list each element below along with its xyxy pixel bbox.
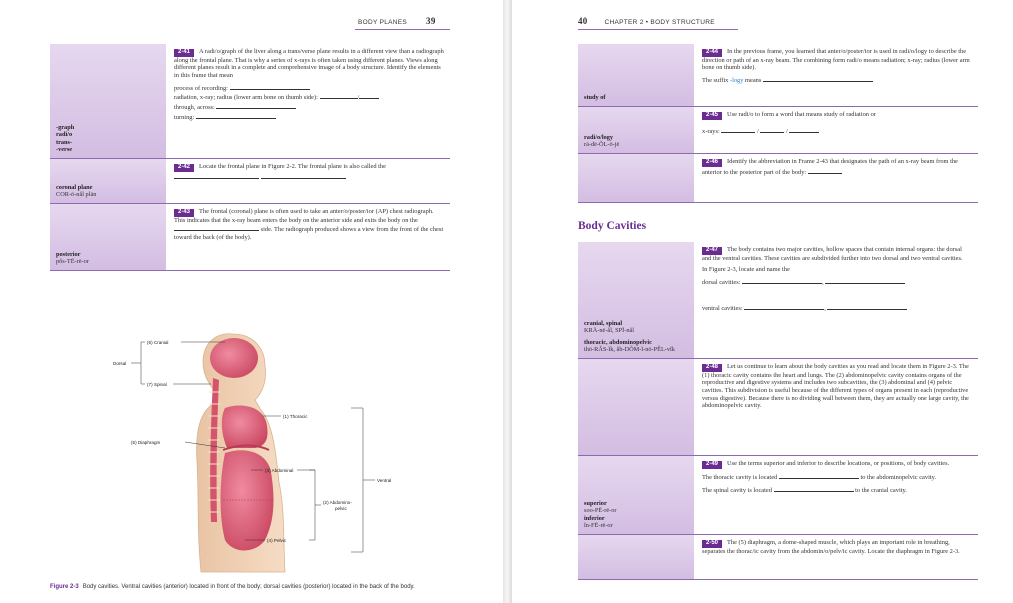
frame-text: 2-49 Use the terms superior and inferior to describe locations, or positions, of body cavities. The thoracic cavity is located to the abdominopelvic cavity. The spinal cavity is located to the cranial cavity.: [702, 460, 950, 495]
answer-blank[interactable]: [216, 102, 296, 109]
answer-column: [578, 535, 694, 579]
frame-2-47: [578, 242, 978, 359]
label-thoracic: (1) Thoracic: [283, 414, 308, 419]
frames-left: [50, 44, 450, 271]
frame-2-43: [50, 204, 450, 271]
frame-text: 2-42 Locate the frontal plane in Figure 2-2. The frontal plane is also called the: [166, 159, 450, 203]
section-title: Body Cavities: [578, 220, 647, 232]
frame-2-45: [578, 107, 978, 154]
frame-2-49: [578, 456, 978, 535]
answer-blank[interactable]: [196, 112, 276, 119]
label-pelvic: (4) Pelvic: [267, 538, 287, 543]
frame-text: 2-47 The body contains two major cavities, hollow spaces that contain internal organs: the dorsal and the ventral cavities. These cavities are subdivided further into two dorsal and two ventral cavities. In Figure 2-3, locate and name the dorsal cavities: , ventral cavities: ,: [702, 246, 963, 312]
frame-number: 2-42: [174, 164, 194, 172]
running-head-left: BODY PLANES 39: [358, 16, 436, 26]
frame-2-48: [578, 359, 978, 456]
answer-blank[interactable]: [825, 277, 905, 284]
frame-number: 2-48: [702, 364, 722, 372]
answer-blank[interactable]: [174, 224, 259, 231]
frame-text: 2-41 A radi/o/graph of the liver along a trans/verse plane results in a different view than a radiograph along the frontal plane. That is why a series of x-rays is often taken using different planes. Views along different planes result in a complete and comprehensive image of a body structure. Identify the elements in this frame that mean process of recording: radiation, x-ray; radius (lower arm bone on thumb side): / through, across: turning:: [174, 48, 444, 121]
left-page: [0, 0, 503, 603]
body-cavities-figure: [115, 322, 415, 577]
frame-number: 2-41: [174, 49, 194, 57]
answer-column: [578, 359, 694, 455]
frame-2-50: [578, 535, 978, 580]
label-dorsal: Dorsal: [113, 361, 127, 366]
frame-text: 2-44 In the previous frame, you learned that anter/o/poster/ior is used in radi/o/logy to describe the direction or path of an x-ray beam. The combining form radi/o means radiation; x-ray; radius (lower arm bone on thumb side). The suffix -logy means: [702, 48, 970, 84]
answer-blank[interactable]: [230, 83, 310, 90]
answer-blank[interactable]: [721, 126, 755, 133]
frame-number: 2-45: [702, 112, 722, 120]
label-spinal: (7) Spinal: [147, 382, 167, 387]
answer-blank[interactable]: [760, 126, 784, 133]
frame-number: 2-44: [702, 49, 722, 57]
label-abdominopelvic-1: (2) Abdomino-: [323, 500, 352, 505]
answer-blank[interactable]: [320, 92, 358, 99]
answer-blank[interactable]: [808, 167, 842, 174]
frame-text: 2-48 Let us continue to learn about the body cavities as you read and locate them in Figure 2-3. The (1) thoracic cavity contains the heart and lungs. The (2) abdominopelvic cavity contains organs of the reproductive and digestive systems and includes two subcavities, the (3) abdominal and (4) pelvic cavities. This subdivision is useful because of the different types of organs present in each (reproductive versus digestive). Because there is no dividing wall between them, they are actually one large cavity, the abdominopelvic cavity.: [702, 363, 969, 410]
frame-text: 2-46 Identify the abbreviation in Frame 2-43 that designates the path of an x-ray beam from the anterior to the posterior part of the body:: [702, 158, 958, 176]
frame-text: 2-45 Use radi/o to form a word that means study of radiation or x-rays: / /: [702, 111, 876, 135]
frames-right-bottom: [578, 242, 978, 580]
answer-column: posterior pŏs-TĒ-rē-or: [50, 204, 166, 270]
figure-caption: Figure 2-3 Body cavities. Ventral cavities (anterior) located in front of the body; dorsal cavities (posterior) located in the back of the body.: [50, 584, 415, 590]
answer-blank[interactable]: [763, 75, 873, 82]
label-abdominopelvic-2: pelvic: [335, 506, 347, 511]
label-diaphragm: (5) Diaphragm: [131, 440, 161, 445]
answer-column: coronal plane COR-ō-năl plān: [50, 159, 166, 203]
answer-column: cranial, spinal KRĀ-nē-ăl, SPĪ-năl thoracic, abdominopelvic thō-RĂS-ĭk, ăb-DŎM-ĭ-nō-PĔL-vĭk: [578, 242, 694, 358]
answer-blank[interactable]: [261, 172, 346, 179]
frame-2-44: [578, 44, 978, 107]
frame-text: 2-50 The (5) diaphragm, a dome-shaped muscle, which plays an important role in breathing, separates the thorac/ic cavity from the abdomin/o/pelv/ic cavity. Locate the diaphragm in Figure 2-3.: [702, 539, 960, 555]
abdominopelvic-cavity: [221, 450, 274, 550]
frame-number: 2-49: [702, 461, 722, 469]
frame-2-42: [50, 159, 450, 204]
answer-column: radi/o/logy rā-dē-ŎL-ō-jē: [578, 107, 694, 153]
label-cranial: (6) Cranial: [147, 340, 169, 345]
answer-blank[interactable]: [174, 172, 259, 179]
label-abdominal: (3) Abdominal: [265, 468, 294, 473]
frame-number: 2-50: [702, 540, 722, 548]
answer-column: study of: [578, 44, 694, 106]
answer-column: -graph radi/o trans- -verse: [50, 44, 166, 158]
answer-blank[interactable]: [742, 277, 822, 284]
book-spine: [503, 0, 512, 603]
frame-2-41: [50, 44, 450, 159]
frame-number: 2-43: [174, 209, 194, 217]
answer-blank[interactable]: [789, 126, 819, 133]
answer-column: [578, 154, 694, 202]
running-head-right: 40 CHAPTER 2 • BODY STRUCTURE: [578, 16, 715, 26]
answer-blank[interactable]: [779, 472, 859, 479]
right-page: [512, 0, 1013, 603]
answer-column: superior soo-PĒ-rē-or inferior ĭn-FĒ-rē-or: [578, 456, 694, 534]
frames-right-top: [578, 44, 978, 203]
frame-number: 2-47: [702, 247, 722, 255]
answer-blank[interactable]: [774, 485, 854, 492]
frame-number: 2-46: [702, 159, 722, 167]
answer-blank[interactable]: [359, 92, 379, 99]
answer-blank[interactable]: [744, 303, 824, 310]
frame-text: 2-43 The frontal (coronal) plane is often used to take an anter/o/poster/ior (AP) chest radiograph. This indicates that the x-ray beam enters the body on the anterior side and exits the body on the side. The radiograph produced shows a view from the front of the chest toward the back (of the body).: [174, 208, 444, 241]
frame-2-46: [578, 154, 978, 203]
answer-blank[interactable]: [827, 303, 907, 310]
cranial-cavity: [210, 338, 258, 378]
label-ventral: Ventral: [377, 478, 392, 483]
